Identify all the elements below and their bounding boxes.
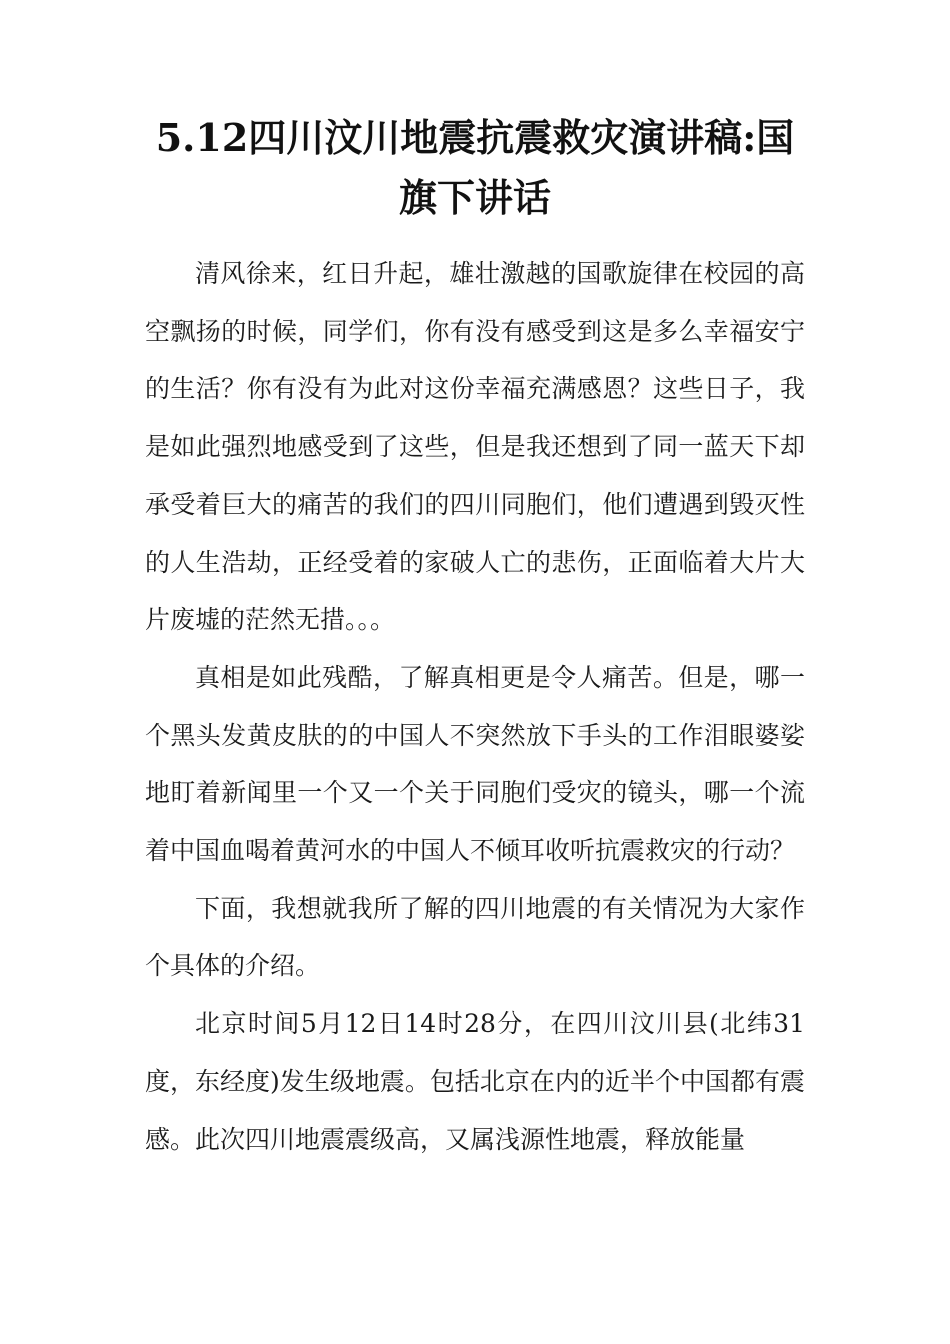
document-title: 5.12四川汶川地震抗震救灾演讲稿:国旗下讲话 xyxy=(155,115,795,220)
paragraph-1: 清风徐来，红日升起，雄壮激越的国歌旋律在校园的高空飘扬的时候，同学们，你有没有感受到这是多么幸福安宁的生活？你有没有为此对这份幸福充满感恩？这些日子，我是如此强烈地感受到了这些，但是我还想到了同一蓝天下却承受着巨大的痛苦的我们的四川同胞们，他们遭遇到毁灭性的人生浩劫，正经受着的家破人亡的悲伤，正面临着大片大片废墟的茫然无措。。。 xyxy=(145,259,805,635)
document-body xyxy=(145,245,805,1168)
paragraph-3: 下面，我想就我所了解的四川地震的有关情况为大家作个具体的介绍。 xyxy=(145,893,805,981)
paragraph-2: 真相是如此残酷，了解真相更是令人痛苦。但是，哪一个黑头发黄皮肤的的中国人不突然放下手头的工作泪眼婆娑地盯着新闻里一个又一个关于同胞们受灾的镜头，哪一个流着中国血喝着黄河水的中国人不倾耳收听抗震救灾的行动？ xyxy=(145,662,805,866)
paragraph-4: 北京时间5月12日14时28分，在四川汶川县(北纬31度，东经度)发生级地震。包括北京在内的近半个中国都有震感。此次四川地震震级高，又属浅源性地震，释放能量 xyxy=(145,1009,805,1154)
